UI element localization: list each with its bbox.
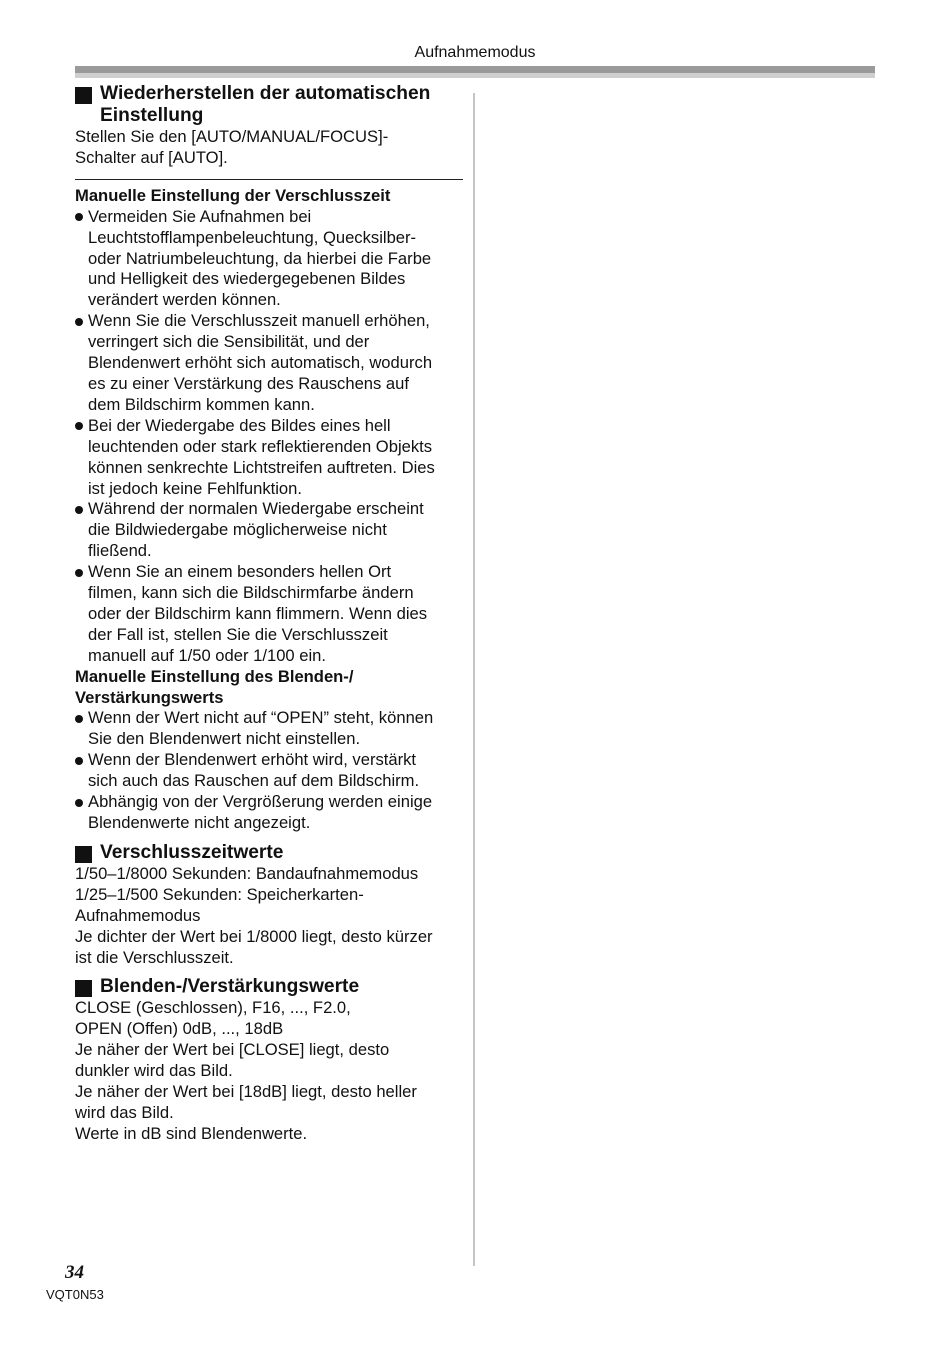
- black-square-icon: [75, 87, 92, 104]
- bullet-icon: [75, 757, 83, 765]
- body-line: OPEN (Offen) 0dB, ..., 18dB: [75, 1019, 284, 1039]
- section-shutter-values-body: [75, 864, 463, 969]
- left-column: [75, 83, 463, 1145]
- header-bar: [75, 66, 875, 78]
- list-item: [75, 562, 463, 667]
- section-heading-shutter-values-text: Verschlusszeitwerte: [100, 841, 284, 863]
- list-line: verringert sich die Sensibilität, und der: [88, 332, 370, 352]
- body-line: Stellen Sie den [AUTO/MANUAL/FOCUS]-: [75, 127, 389, 146]
- list-item: [75, 750, 463, 792]
- section-auto-body: [75, 127, 463, 169]
- page-number: 34: [65, 1262, 84, 1283]
- running-header: Aufnahmemodus: [414, 44, 536, 61]
- list-line: Blendenwerte nicht angezeigt.: [88, 813, 311, 832]
- body-line: Je dichter der Wert bei 1/8000 liegt, desto kürzer: [75, 926, 433, 946]
- iris-notes-heading-line1: Manuelle Einstellung des Blenden-/: [75, 666, 354, 686]
- list-line: ist jedoch keine Fehlfunktion.: [88, 478, 303, 498]
- section-heading-auto-line1: Wiederherstellen der automatischen: [100, 83, 431, 104]
- list-line: Wenn der Wert nicht auf “OPEN” steht, können: [88, 708, 434, 728]
- horizontal-rule: [75, 179, 463, 180]
- body-line: dunkler wird das Bild.: [75, 1061, 233, 1081]
- list-line: dem Bildschirm kommen kann.: [88, 394, 315, 414]
- list-line: und Helligkeit des wiedergegebenen Bildes: [88, 269, 406, 289]
- list-line: der Fall ist, stellen Sie die Verschlusszeit: [88, 624, 388, 644]
- list-item: [75, 416, 463, 500]
- section-heading-shutter-values: [75, 842, 463, 864]
- column-divider: [473, 93, 475, 1266]
- list-line: fließend.: [88, 541, 152, 561]
- list-line: es zu einer Verstärkung des Rauschens auf: [88, 373, 410, 393]
- black-square-icon: [75, 980, 92, 997]
- list-line: die Bildwiedergabe möglicherweise nicht: [88, 520, 387, 540]
- body-line: 1/25–1/500 Sekunden: Speicherkarten-: [75, 884, 364, 904]
- list-line: Während der normalen Wiedergabe erscheint: [88, 499, 424, 519]
- section-heading-auto: [75, 83, 463, 127]
- list-line: können senkrechte Lichtstreifen auftreten. Dies: [88, 457, 435, 477]
- iris-notes-heading-line2: Verstärkungswerts: [75, 687, 224, 707]
- list-line: Blendenwert erhöht sich automatisch, wodurch: [88, 353, 433, 373]
- list-line: sich auch das Rauschen auf dem Bildschirm.: [88, 771, 420, 791]
- list-line: Abhängig von der Vergrößerung werden einige: [88, 792, 433, 812]
- list-line: Bei der Wiedergabe des Bildes eines hell: [88, 415, 391, 435]
- section-iris-values-body: [75, 998, 463, 1144]
- body-line: Je näher der Wert bei [CLOSE] liegt, desto: [75, 1040, 390, 1060]
- section-heading-auto-line2: Einstellung: [100, 105, 204, 126]
- list-line: verändert werden können.: [88, 290, 281, 310]
- bullet-icon: [75, 569, 83, 577]
- list-line: manuell auf 1/50 oder 1/100 ein.: [88, 645, 327, 665]
- bullet-icon: [75, 506, 83, 514]
- iris-notes-heading: [75, 667, 463, 709]
- list-item: [75, 207, 463, 312]
- section-heading-iris-values-text: Blenden-/Verstärkungswerte: [100, 976, 360, 998]
- list-item: [75, 792, 463, 834]
- body-line: wird das Bild.: [75, 1102, 174, 1122]
- shutter-notes-list: [75, 207, 463, 667]
- list-item: [75, 708, 463, 750]
- body-line: Werte in dB sind Blendenwerte.: [75, 1123, 308, 1143]
- list-line: leuchtenden oder stark reflektierenden Objekts: [88, 436, 433, 456]
- bullet-icon: [75, 318, 83, 326]
- list-line: oder Natriumbeleuchtung, da hierbei die Farbe: [88, 248, 432, 268]
- list-line: Wenn Sie an einem besonders hellen Ort: [88, 562, 392, 582]
- body-line: ist die Verschlusszeit.: [75, 947, 234, 967]
- list-line: Wenn Sie die Verschlusszeit manuell erhöhen,: [88, 311, 430, 331]
- list-item: [75, 311, 463, 416]
- list-line: filmen, kann sich die Bildschirmfarbe ändern: [88, 583, 414, 603]
- document-code: VQT0N53: [46, 1287, 104, 1302]
- body-line: Schalter auf [AUTO].: [75, 147, 228, 167]
- body-line: Aufnahmemodus: [75, 905, 201, 925]
- list-line: oder der Bildschirm kann flimmern. Wenn dies: [88, 603, 428, 623]
- list-item: [75, 499, 463, 562]
- bullet-icon: [75, 213, 83, 221]
- section-heading-iris-values: [75, 976, 463, 998]
- body-line: Je näher der Wert bei [18dB] liegt, desto heller: [75, 1082, 417, 1102]
- list-line: Wenn der Blendenwert erhöht wird, verstärkt: [88, 750, 417, 770]
- bullet-icon: [75, 422, 83, 430]
- list-line: Leuchtstofflampenbeleuchtung, Quecksilber-: [88, 227, 417, 247]
- bullet-icon: [75, 715, 83, 723]
- black-square-icon: [75, 846, 92, 863]
- list-line: Sie den Blendenwert nicht einstellen.: [88, 729, 361, 749]
- list-line: Vermeiden Sie Aufnahmen bei: [88, 206, 312, 226]
- shutter-notes-heading: Manuelle Einstellung der Verschlusszeit: [75, 185, 391, 205]
- body-line: CLOSE (Geschlossen), F16, ..., F2.0,: [75, 998, 351, 1018]
- body-line: 1/50–1/8000 Sekunden: Bandaufnahmemodus: [75, 863, 419, 883]
- bullet-icon: [75, 799, 83, 807]
- iris-notes-list: [75, 708, 463, 833]
